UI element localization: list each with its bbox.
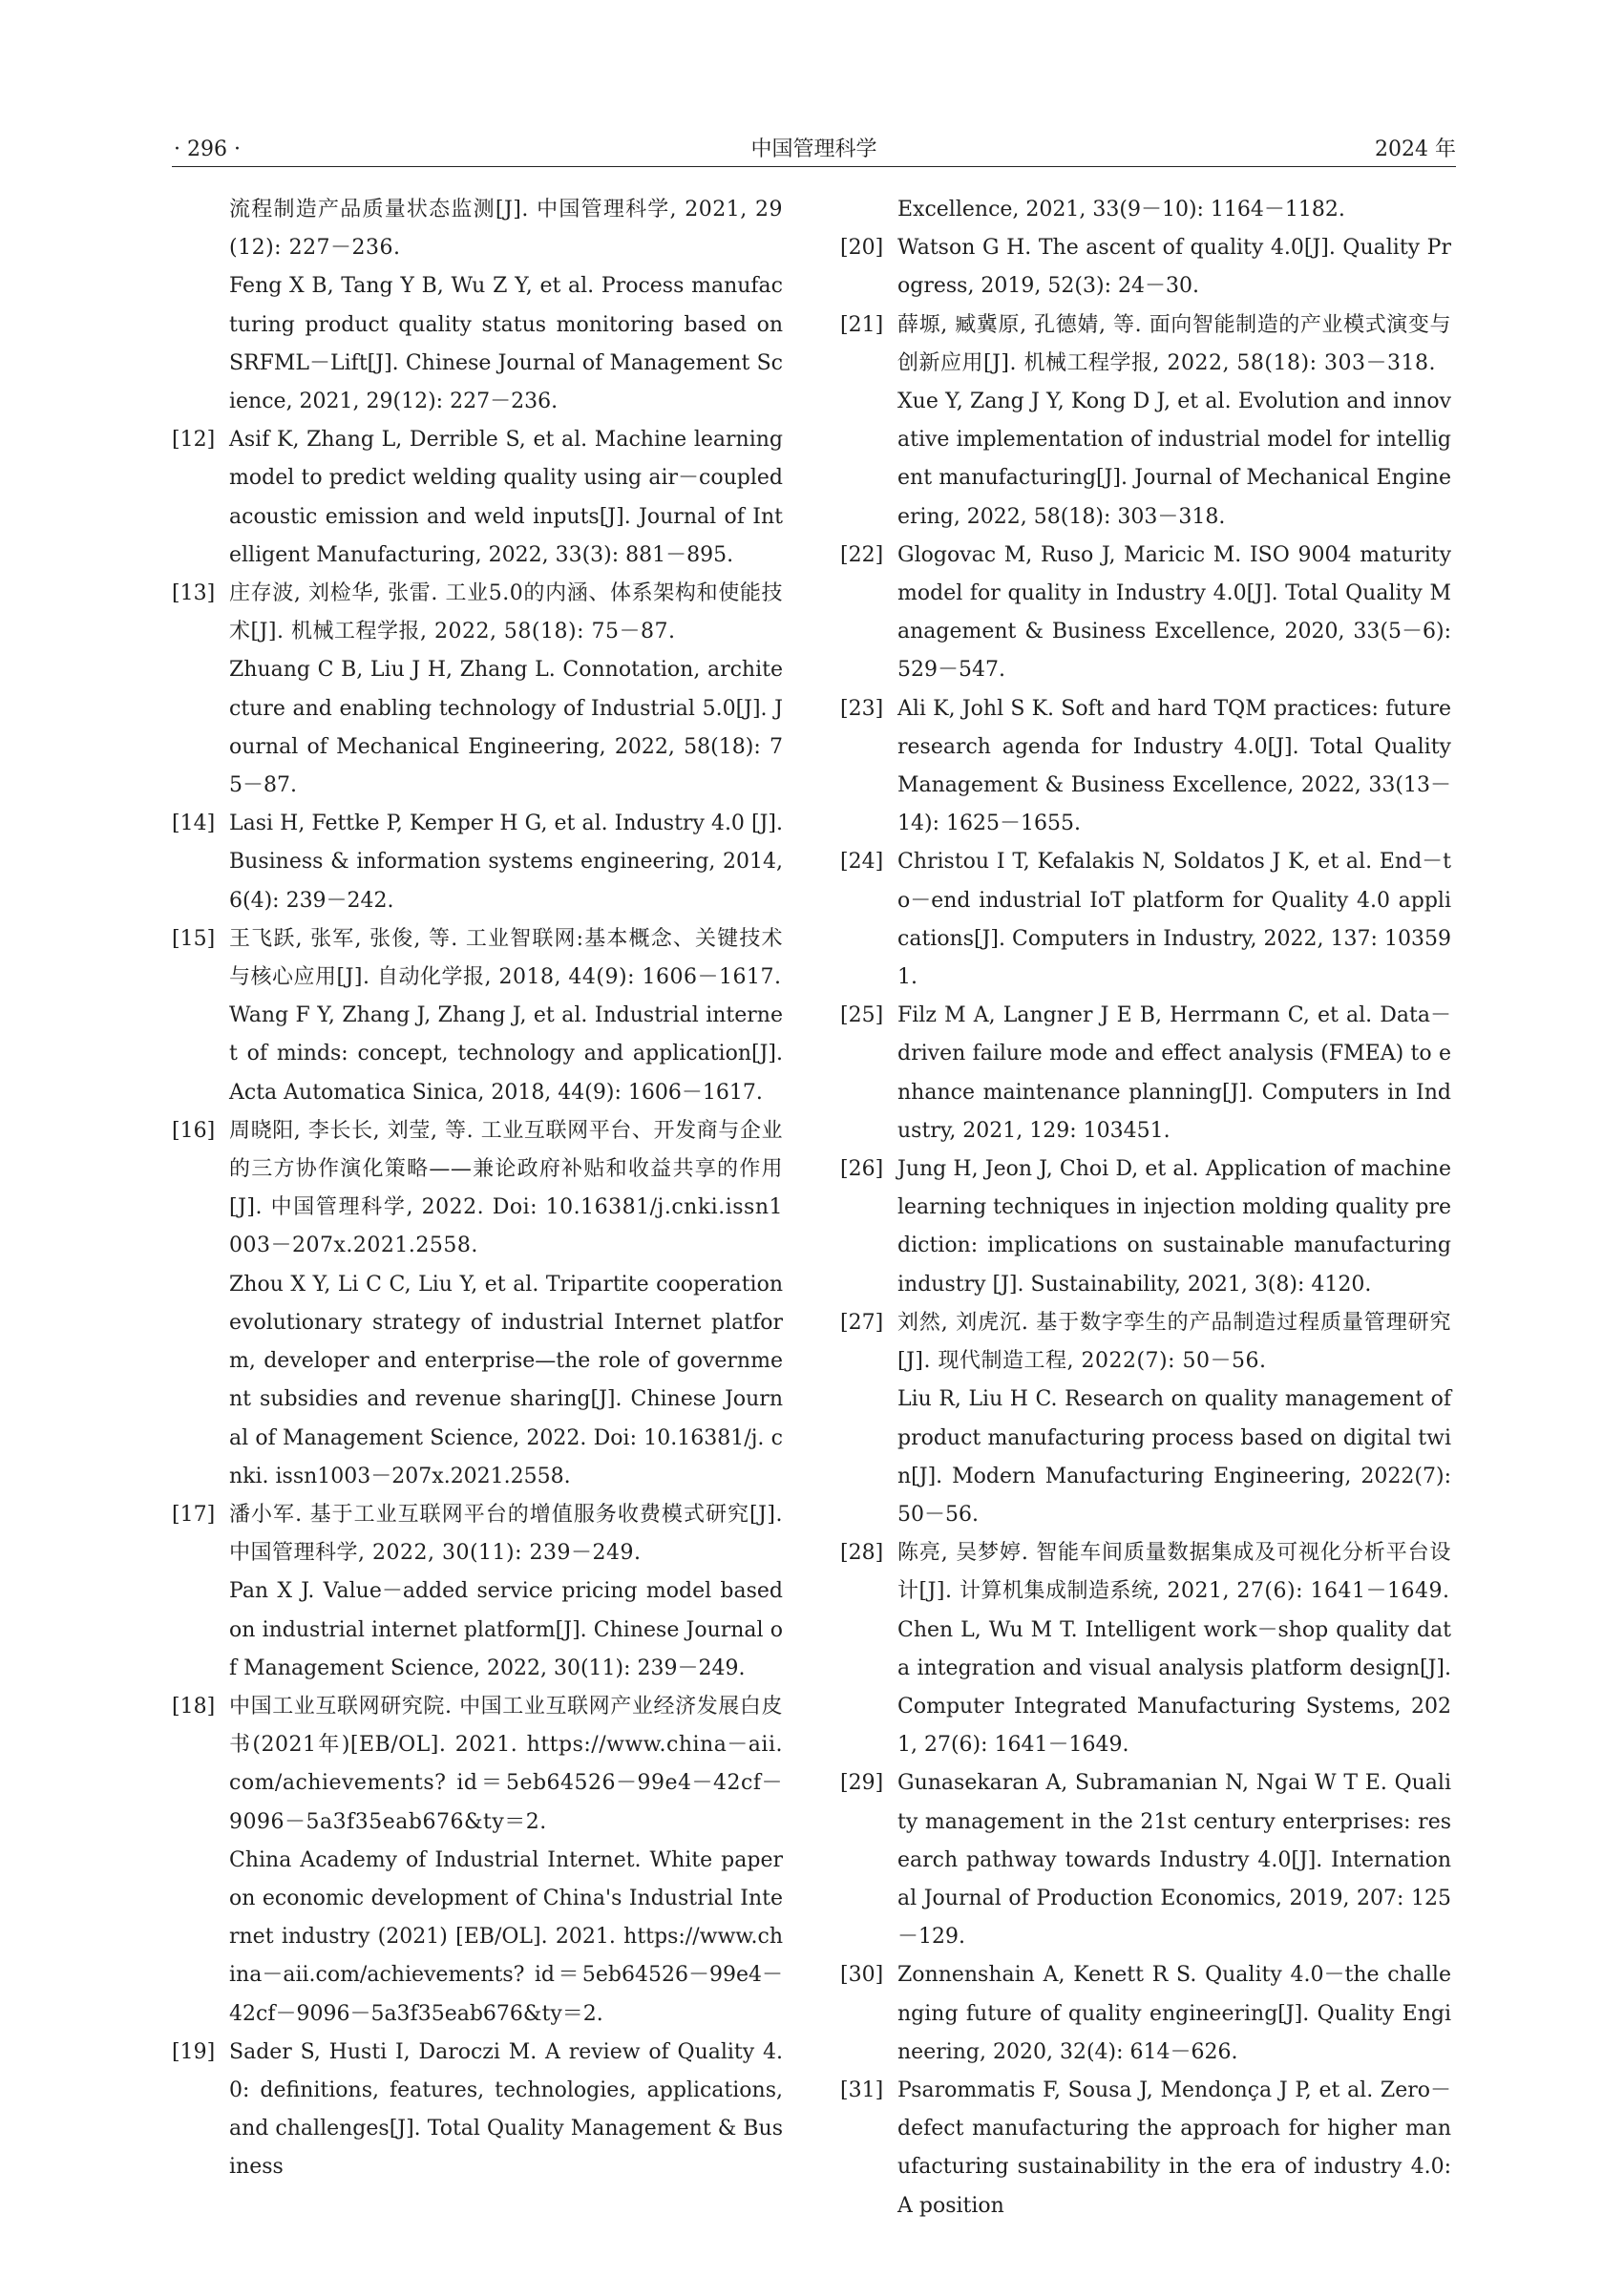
reference-item xyxy=(840,1764,1451,1956)
reference-text: 潘小军. 基于工业互联网平台的增值服务收费模式研究[J]. 中国管理科学, 2022, 30(11): 239－249. xyxy=(229,1502,783,1566)
reference-item xyxy=(172,575,783,805)
reference-text: Lasi H, Fettke P, Kemper H G, et al. Industry 4.0 [J]. Business & information systems engineering, 2014, 6(4): 239－242. xyxy=(229,812,783,913)
reference-text: Liu R, Liu H C. Research on quality management of product manufacturing process based on digital twin[J]. Modern Manufacturing Engineering, 2022(7): 50－56. xyxy=(897,1387,1451,1527)
reference-text: Glogovac M, Ruso J, Maricic M. ISO 9004 maturity model for quality in Industry 4.0[J]. Total Quality Management & Business Excellence, 2020, 33(5－6): 529－547. xyxy=(897,542,1451,683)
reference-text: Zhuang C B, Liu J H, Zhang L. Connotation, architecture and enabling technology of Industrial 5.0[J]. Journal of Mechanical Engineering, 2022, 58(18): 75－87. xyxy=(229,658,783,798)
reference-text: Christou I T, Kefalakis N, Soldatos J K, et al. End－to－end industrial IoT platform for Quality 4.0 applications[J]. Computers in Industry, 2022, 137: 103591. xyxy=(897,850,1451,990)
reference-number: [27] xyxy=(840,1310,884,1335)
reference-continuation: Feng X B, Tang Y B, Wu Z Y, et al. Process manufacturing product quality status monitoring based on SRFML－Lift[J]. Chinese Journal of Management Science, 2021, 29(12): 227－236. xyxy=(229,274,783,414)
reference-text: Zonnenshain A, Kenett R S. Quality 4.0－the challenging future of quality engineering[J]. Quality Engineering, 2020, 32(4): 614－626. xyxy=(897,1963,1451,2064)
reference-text: Chen L, Wu M T. Intelligent work－shop quality data integration and visual analysis platform design[J]. Computer Integrated Manufacturing Systems, 2021, 27(6): 1641－1649. xyxy=(897,1617,1451,1758)
reference-continuation: 流程制造产品质量状态监测[J]. 中国管理科学, 2021, 29(12): 227－236. xyxy=(229,198,783,261)
reference-number: [14] xyxy=(172,812,216,836)
reference-text: Ali K, Johl S K. Soft and hard TQM practices: future research agenda for Industry 4.0[J]. Total Quality Management & Business Excellence, 2022, 33(13－14): 1625－1655. xyxy=(897,696,1451,836)
reference-text: Watson G H. The ascent of quality 4.0[J]. Quality Progress, 2019, 52(3): 24－30. xyxy=(897,236,1451,299)
reference-text: Filz M A, Langner J E B, Herrmann C, et al. Data－driven failure mode and effect analysis (FMEA) to enhance maintenance planning[J]. Computers in Industry, 2021, 129: 103451. xyxy=(897,1003,1451,1143)
reference-text: Jung H, Jeon J, Choi D, et al. Application of machine learning techniques in injection molding quality prediction: implications on sustainable manufacturing industry [J]. Sustainability, 2021, 3(8): 4120. xyxy=(897,1157,1451,1297)
reference-item xyxy=(172,1688,783,2034)
reference-item xyxy=(840,1534,1451,1764)
reference-text: Wang F Y, Zhang J, Zhang J, et al. Industrial internet of minds: concept, technology and application[J]. Acta Automatica Sinica, 2018, 44(9): 1606－1617. xyxy=(229,1003,783,1105)
reference-number: [21] xyxy=(840,312,884,337)
reference-item xyxy=(840,229,1451,306)
reference-item xyxy=(840,1956,1451,2072)
reference-text: Pan X J. Value－added service pricing model based on industrial internet platform[J]. Chinese Journal of Management Science, 2022, 30(11): 239－249. xyxy=(229,1579,783,1680)
reference-number: [26] xyxy=(840,1157,884,1182)
reference-text: Xue Y, Zang J Y, Kong D J, et al. Evolution and innovative implementation of industrial model for intelligent manufacturing[J]. Journal of Mechanical Engineering, 2022, 58(18): 303－318. xyxy=(897,390,1451,529)
right-column xyxy=(840,191,1451,2225)
reference-number: [24] xyxy=(840,850,884,875)
reference-item xyxy=(840,537,1451,690)
reference-text: China Academy of Industrial Internet. White paper on economic development of China's Industrial Internet industry (2021) [EB/OL]. 2021. https://www.china－aii.com/achievements? id＝5eb64526－99e4－42cf－9096－5a3f35eab676&ty＝2. xyxy=(229,1847,783,2026)
reference-item xyxy=(172,2034,783,2187)
reference-item xyxy=(840,843,1451,997)
reference-text: 刘然, 刘虎沉. 基于数字孪生的产品制造过程质量管理研究[J]. 现代制造工程, 2022(7): 50－56. xyxy=(897,1310,1451,1374)
reference-item xyxy=(840,1304,1451,1534)
reference-number: [19] xyxy=(172,2039,216,2064)
reference-text: 庄存波, 刘检华, 张雷. 工业5.0的内涵、体系架构和使能技术[J]. 机械工程学报, 2022, 58(18): 75－87. xyxy=(229,581,783,644)
reference-number: [30] xyxy=(840,1963,884,1988)
reference-item xyxy=(172,805,783,920)
reference-text: Asif K, Zhang L, Derrible S, et al. Machine learning model to predict welding quality using air－coupled acoustic emission and weld inputs[J]. Journal of Intelligent Manufacturing, 2022, 33(3): 881－895. xyxy=(229,428,783,567)
reference-continuation: Excellence, 2021, 33(9－10): 1164－1182. xyxy=(897,198,1345,221)
publication-year: 2024 年 xyxy=(1375,137,1456,161)
reference-number: [23] xyxy=(840,696,884,721)
reference-item xyxy=(840,1150,1451,1304)
reference-text: 周晓阳, 李长长, 刘莹, 等. 工业互联网平台、开发商与企业的三方协作演化策略——兼论政府补贴和收益共享的作用[J]. 中国管理科学, 2022. Doi: 10.16381/j.cnki.issn1003－207x.2021.2558. xyxy=(229,1118,783,1258)
reference-number: [12] xyxy=(172,428,216,453)
reference-item xyxy=(172,1112,783,1496)
reference-item xyxy=(172,920,783,1112)
reference-text: 王飞跃, 张军, 张俊, 等. 工业智联网:基本概念、关键技术与核心应用[J]. 自动化学报, 2018, 44(9): 1606－1617. xyxy=(229,926,783,990)
journal-title: 中国管理科学 xyxy=(750,137,877,161)
reference-number: [18] xyxy=(172,1694,216,1719)
reference-number: [31] xyxy=(840,2078,884,2102)
page-number: · 296 · xyxy=(174,137,241,161)
reference-item xyxy=(840,306,1451,537)
reference-text: Zhou X Y, Li C C, Liu Y, et al. Tripartite cooperation evolutionary strategy of industrial Internet platform, developer and enterprise—the role of government subsidies and revenue sharing[J]. Chinese Journal of Management Science, 2022. Doi: 10.16381/j. cnki. issn1003－207x.2021.2558. xyxy=(229,1272,783,1488)
reference-item xyxy=(840,2072,1451,2225)
reference-number: [13] xyxy=(172,581,216,606)
reference-item xyxy=(172,421,783,575)
left-column xyxy=(172,191,783,2187)
reference-number: [28] xyxy=(840,1541,884,1566)
reference-text: 薛塬, 臧冀原, 孔德婧, 等. 面向智能制造的产业模式演变与创新应用[J]. 机械工程学报, 2022, 58(18): 303－318. xyxy=(897,312,1451,375)
reference-number: [17] xyxy=(172,1502,216,1527)
reference-text: Gunasekaran A, Subramanian N, Ngai W T E. Quality management in the 21st century enterprises: research pathway towards Industry 4.0[J]. International Journal of Production Economics, 2019, 207: 125－129. xyxy=(897,1771,1451,1950)
reference-item xyxy=(172,1496,783,1688)
reference-number: [16] xyxy=(172,1118,216,1143)
reference-text: 陈亮, 吴梦婷. 智能车间质量数据集成及可视化分析平台设计[J]. 计算机集成制造系统, 2021, 27(6): 1641－1649. xyxy=(897,1541,1451,1604)
reference-number: [29] xyxy=(840,1771,884,1796)
reference-number: [22] xyxy=(840,542,884,567)
reference-number: [15] xyxy=(172,926,216,951)
reference-text: Psarommatis F, Sousa J, Mendonça J P, et al. Zero－defect manufacturing the approach for higher manufacturing sustainability in the era of industry 4.0: A position xyxy=(897,2078,1451,2218)
reference-number: [20] xyxy=(840,236,884,261)
page-header xyxy=(172,132,1456,167)
reference-number: [25] xyxy=(840,1003,884,1028)
reference-text: Sader S, Husti I, Daroczi M. A review of Quality 4.0: definitions, features, technologies, applications, and challenges[J]. Total Quality Management & Business xyxy=(229,2039,783,2180)
reference-text: 中国工业互联网研究院. 中国工业互联网产业经济发展白皮书(2021年)[EB/OL]. 2021. https://www.china－aii.com/achievements? id＝5eb64526－99e4－42cf－9096－5a3f35eab676&ty＝2. xyxy=(229,1694,783,1834)
reference-item xyxy=(840,690,1451,844)
reference-item xyxy=(840,997,1451,1150)
